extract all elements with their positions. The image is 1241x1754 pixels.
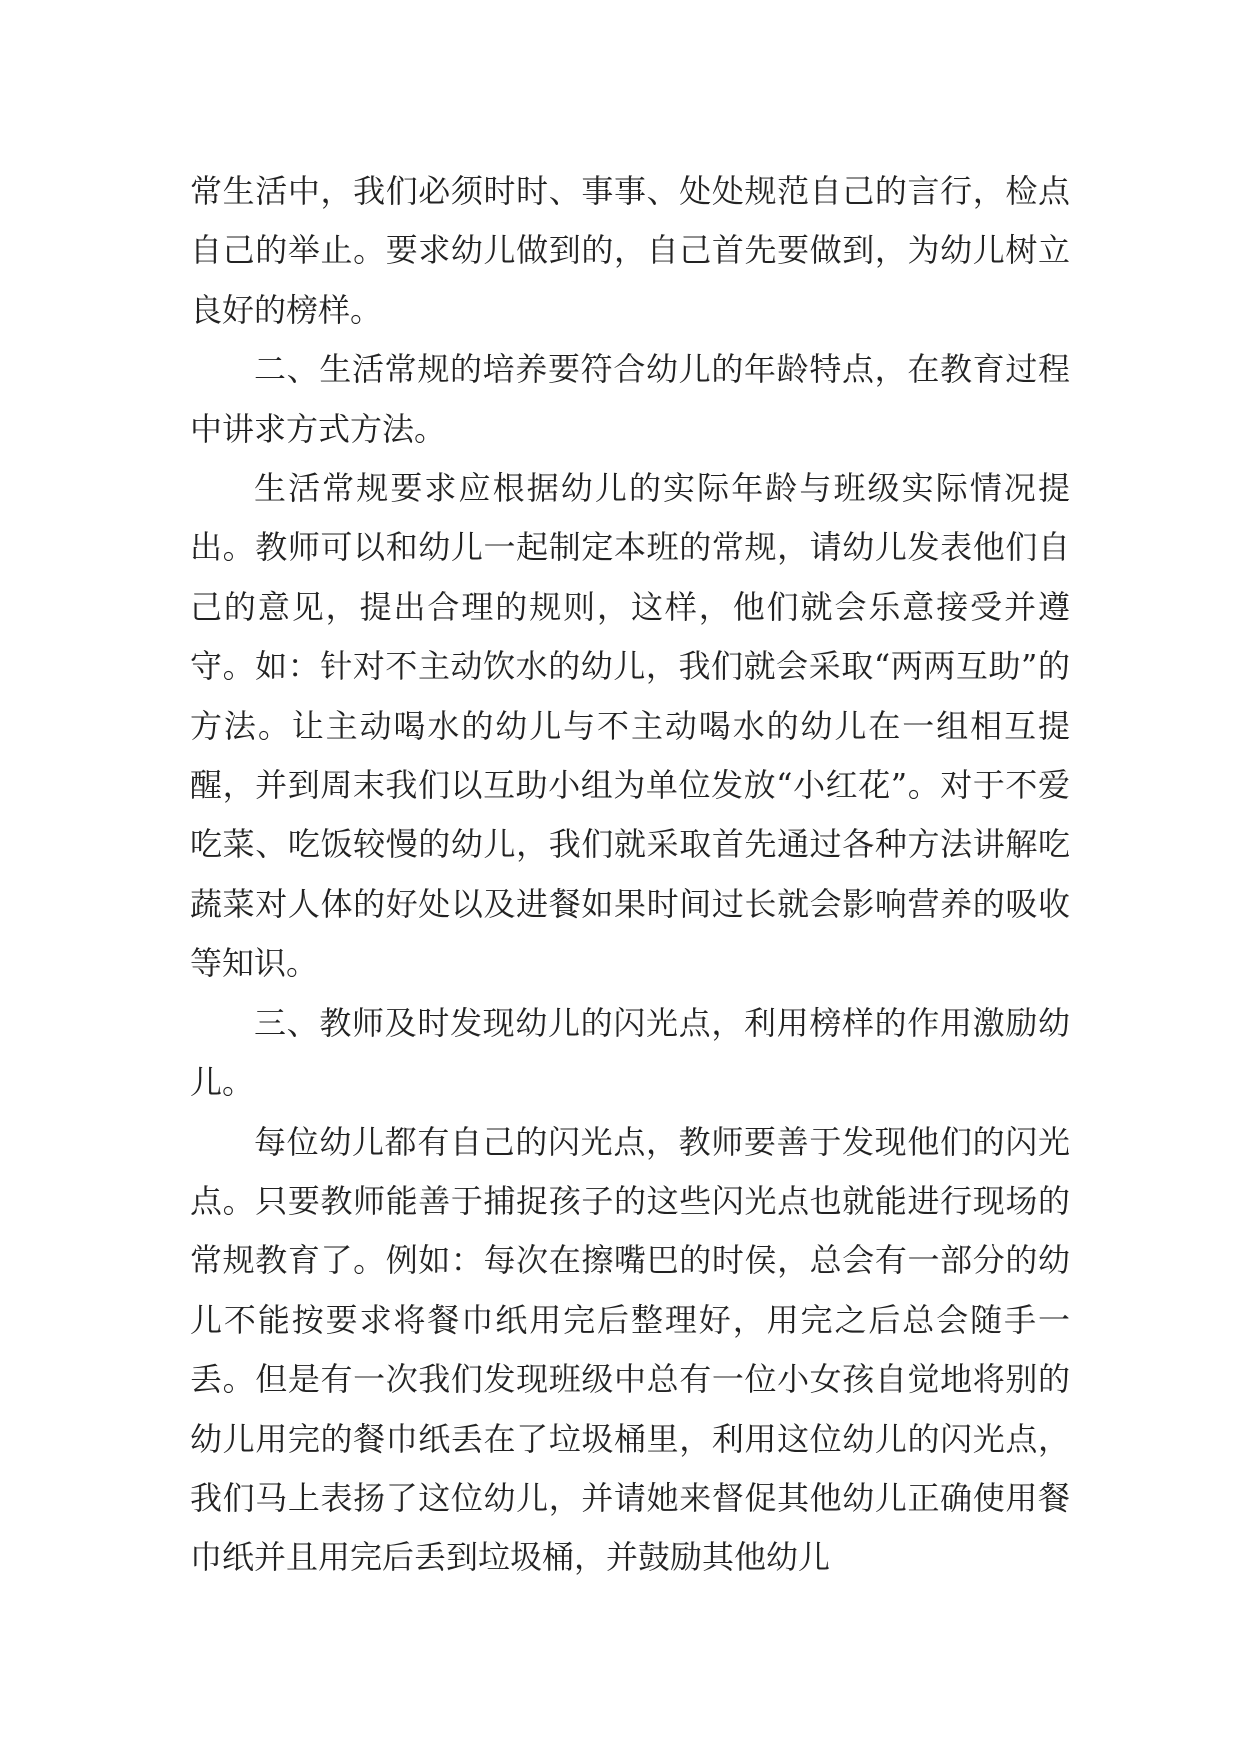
section-heading-3: 三、教师及时发现幼儿的闪光点，利用榜样的作用激励幼儿。 bbox=[190, 1003, 1070, 1102]
paragraph-highlights: 每位幼儿都有自己的闪光点，教师要善于发现他们的闪光点。只要教师能善于捕捉孩子的这些闪光点也就能进行现场的常规教育了。例如：每次在擦嘴巴的时侯，总会有一部分的幼儿不能按要求将餐巾纸用完后整理好，用完之后总会随手一丢。但是有一次我们发现班级中总有一位小女孩自觉地将别的幼儿用完的餐巾纸丢在了垃圾桶里，利用这位幼儿的闪光点，我们马上表扬了这位幼儿，并请她来督促其他幼儿正确使用餐巾纸并且用完后丢到垃圾桶，并鼓励其他幼儿 bbox=[190, 1122, 1070, 1577]
section-heading-2: 二、生活常规的培养要符合幼儿的年龄特点，在教育过程中讲求方式方法。 bbox=[190, 350, 1070, 448]
paragraph-routine-requirements: 生活常规要求应根据幼儿的实际年龄与班级实际情况提出。教师可以和幼儿一起制定本班的常规，请幼儿发表他们自己的意见，提出合理的规则，这样，他们就会乐意接受并遵守。如：针对不主动饮水的幼儿，我们就会采取“两两互助”的方法。让主动喝水的幼儿与不主动喝水的幼儿在一组相互提醒，并到周末我们以互助小组为单位发放“小红花”。对于不爱吃菜、吃饭较慢的幼儿，我们就采取首先通过各种方法讲解吃蔬菜对人体的好处以及进餐如果时间过长就会影响营养的吸收等知识。 bbox=[190, 469, 1070, 983]
document-body bbox=[190, 162, 1070, 1588]
paragraph-continuation: 常生活中，我们必须时时、事事、处处规范自己的言行，检点自己的举止。要求幼儿做到的，自己首先要做到，为幼儿树立良好的榜样。 bbox=[190, 172, 1070, 329]
